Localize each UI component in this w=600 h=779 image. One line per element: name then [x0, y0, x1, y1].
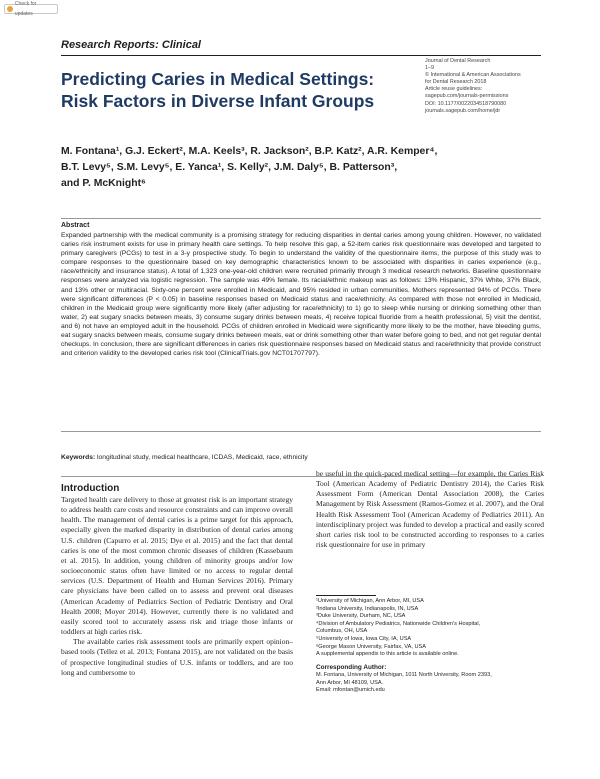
title-line-1: Predicting Caries in Medical Settings: — [61, 69, 375, 89]
header-divider — [61, 55, 541, 56]
meta-journal: Journal of Dental Research — [425, 58, 491, 64]
affiliations — [316, 595, 546, 651]
title-line-2: Risk Factors in Diverse Infant Groups — [61, 91, 375, 111]
intro-paragraph-continued: be useful in the quick-paced medical setting—for example, the Caries Risk Tool (American Academy of Pediatric Dentistry 2014), the Caries Risk Assessment Form (American Dental Association 2008), the Caries Management by Risk Assessment (Ramos-Gomez et al. 2007), and the Oral Health Risk Assessment Tool (American Academy of Pediatrics 2011). An interdisciplinary project was funded to develop a practical and easily scored short caries risk tool to be constructed according to responses to a caries risk questionnaire for use in primary — [316, 469, 544, 550]
affiliation-1: ¹University of Michigan, Ann Arbor, MI, USA — [316, 598, 424, 604]
meta-copyright-2: for Dental Research 2018 — [425, 79, 487, 86]
abstract-heading: Abstract — [61, 222, 90, 229]
introduction-heading: Introduction — [61, 483, 120, 494]
author-list — [61, 144, 541, 192]
meta-journal-link[interactable]: journals.sagepub.com/home/jdr — [425, 107, 501, 114]
keywords-label: Keywords: — [61, 454, 96, 461]
corresponding-line-1: M. Fontana, University of Michigan, 1011 North University, Room 2393, — [316, 672, 492, 678]
affiliation-4: ⁴Division of Ambulatory Pediatrics, Nationwide Children's Hospital, — [316, 620, 481, 627]
meta-reuse-link[interactable]: sagepub.com/journals-permissions — [425, 93, 509, 100]
abstract-text: Expanded partnership with the medical community is a promising strategy for reducing disparities in dental caries among young children. However, no validated caries risk instrument exists for use in primary health care settings. To help resolve this gap, a 52-item caries risk questionnaire was developed and targeted to primary caregivers (PCGs) to test in a 3-y prospective study. To begin to understand the validity of the questionnaire items, the purpose of this study was to compare responses to the questionnaire based on key demographic characteristics known to be associated with disparities in caries experience (e.g., race/ethnicity and insurance status). A total of 1,323 one-year-old children were recruited primarily through 3 medical research networks. Baseline questionnaire responses were analyzed via logistic regression. The sample was 49% female. Its racial/ethnic makeup was as follows: 13% Hispanic, 37% White, 37% Black, and 13% other or multiracial. Sixty-one percent were enrolled in Medicaid, and 95% resided in urban communities. Mothers represented 94% of PCGs. There were significant differences (P < 0.05) in baseline responses based on Medicaid status and race/ethnicity. As compared with those not enrolled in Medicaid, children in the Medicaid group were significantly more likely (after adjusting for race/ethnicity) to 1) go to sleep while nursing or drinking something other than water, 2) eat sugary snacks between meals, 3) consume sugary drinks between meals, 4) receive topical fluoride from a health professional, 5) visit the dentist, and 6) not have an employed adult in the household. PCGs of children enrolled in Medicaid were significantly more likely to be the mother, have bleeding gums, eat sugary snacks between meals, consume sugary drinks between meals, eat or drink something other than water before going to bed, and not get regular dental checkups. In conclusion, there are significant differences in caries risk questionnaire responses based on Medicaid status and race/ethnicity that provide construct and criterion validity to the developed caries risk tool (ClinicalTrials.gov NCT01707797). — [61, 232, 541, 358]
authors-line-3: and P. McKnight⁶ — [61, 178, 146, 189]
meta-reuse: Article reuse guidelines: — [425, 86, 483, 93]
corresponding-email[interactable]: Email: mfontan@umich.edu — [316, 687, 385, 694]
journal-meta — [425, 58, 550, 115]
affiliation-3: ³Duke University, Durham, NC, USA — [316, 613, 406, 620]
keywords — [61, 454, 541, 461]
corresponding-author — [316, 672, 546, 695]
update-icon — [7, 6, 13, 12]
check-for-updates-badge[interactable] — [4, 1, 58, 17]
article-title — [61, 68, 391, 112]
body-column-left — [61, 495, 293, 678]
meta-doi[interactable]: DOI: 10.1177/0022034518790080 — [425, 100, 507, 107]
section-label: Research Reports: Clinical — [61, 39, 201, 51]
affiliation-4-cont: Columbus, OH, USA — [316, 628, 368, 635]
authors-line-1: M. Fontana¹, G.J. Eckert², M.A. Keels³, R. Jackson², B.P. Katz², A.R. Kemper⁴, — [61, 146, 438, 157]
keywords-list: longitudinal study, medical healthcare, ICDAS, Medicaid, race, ethnicity — [95, 454, 308, 461]
supplement-note: A supplemental appendix to this article is available online. — [316, 651, 459, 657]
corresponding-heading: Corresponding Author: — [316, 664, 387, 671]
intro-paragraph-2: The available caries risk assessment tools are primarily expert opinion–based tools (Tellez et al. 2013; Fontana 2015), are not validated on the basis of prospective longitudinal studies of U.S. infants or toddlers, and are too long and cumbersome to — [61, 637, 293, 677]
affiliation-5: ⁵University of Iowa, Iowa City, IA, USA — [316, 635, 412, 642]
meta-pages: 1–9 — [425, 65, 434, 72]
affiliation-6: ⁶George Mason University, Fairfax, VA, USA — [316, 643, 426, 650]
authors-line-2: B.T. Levy⁵, S.M. Levy⁵, E. Yanca¹, S. Kelly², J.M. Daly⁵, B. Patterson³, — [61, 162, 398, 173]
body-column-right — [316, 469, 544, 550]
meta-copyright: © International & American Associations — [425, 72, 521, 79]
badge-label: Check for updates — [14, 1, 37, 17]
affiliation-2: ²Indiana University, Indianapolis, IN, USA — [316, 605, 419, 612]
intro-paragraph-1: Targeted health care delivery to those at greatest risk is an important strategy to address health care costs and resource constraints and can improve overall health. The management of dental caries is a prime target for this approach, especially given the marked disparity in distribution of dental caries among U.S. children (Capurro et al. 2015; Dye et al. 2015) and the fact that dental caries is one of the most common chronic diseases of children (Kassebaum et al. 2015). In addition, young children of minority groups and/or low socioeconomic status often have limited or no access to regular dental services (U.S. Department of Health and Human Services 2016). Primary care physicians have been called on to assess and prevent oral diseases (American Academy of Pediatrics Section of Pediatric Dentistry and Oral Health 2008; Moyer 2014). However, currently there is no validated and easily scored tool to accurately assess risk and triage those infants or toddlers at high caries risk. — [61, 495, 293, 637]
corresponding-line-2: Ann Arbor, MI 48109, USA. — [316, 679, 384, 686]
footnote-rule — [316, 595, 376, 596]
